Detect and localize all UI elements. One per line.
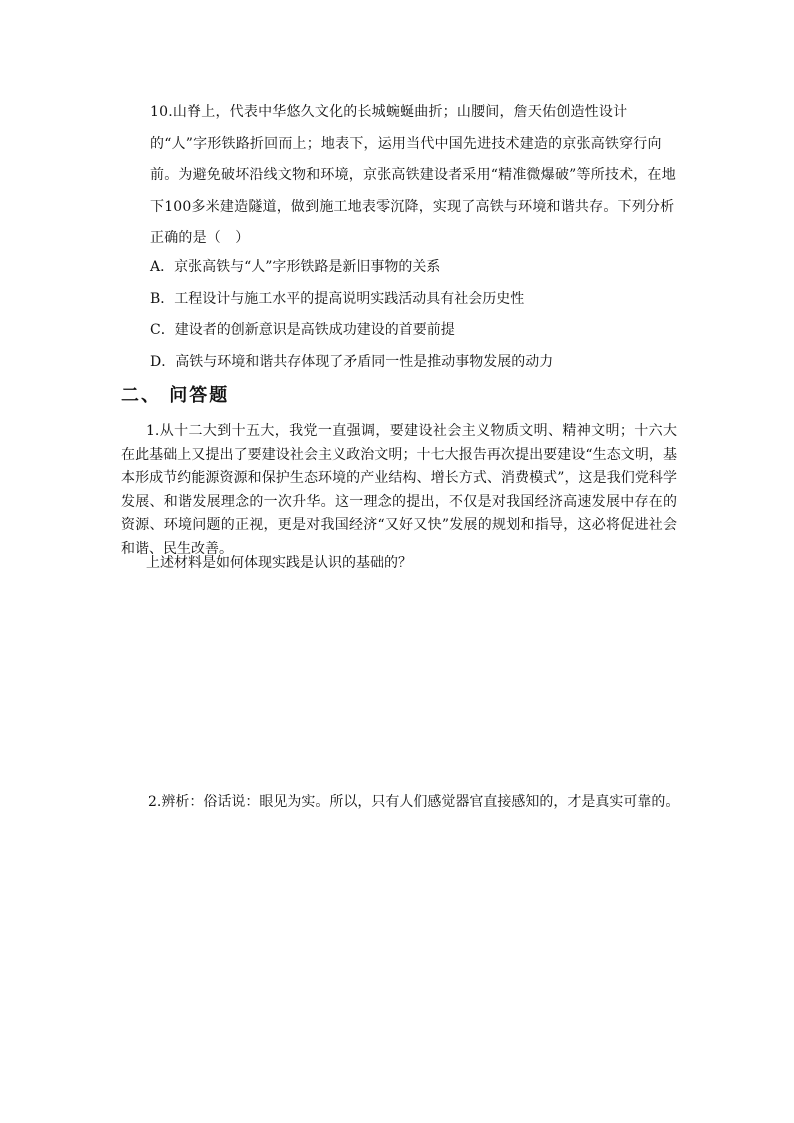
option-b: B．工程设计与施工水平的提高说明实践活动具有社会历史性	[150, 290, 525, 307]
option-a: A．京张高铁与“人”字形铁路是新旧事物的关系	[150, 259, 441, 275]
question-1-material: 1.从十二大到十五大，我党一直强调，要建设社会主义物质文明、精神文明；十六大在此基础上又提出了要建设社会主义政治文明；十七大报告再次提出要建设“生态文明，基本形成节约能源资源和保护生态环境的产业结构、增长方式、消费模式”，这是我们党科学发展、和谐发展理念的一次升华。这一理念的提出，不仅是对我国经济高速发展中存在的资源、环境问题的正视，更是对我国经济“又好又快”发展的规划和指导，这必将促进社会和谐、民生改善。	[121, 423, 677, 557]
question-2-text: 2.辨析：俗话说：眼见为实。所以，只有人们感觉器官直接感知的，才是真实可靠的。	[148, 794, 680, 810]
question-1-prompt: 上述材料是如何体现实践是认识的基础的？	[146, 555, 412, 571]
option-d: D．高铁与环境和谐共存体现了矛盾同一性是推动事物发展的动力	[150, 353, 554, 370]
option-c: C．建设者的创新意识是高铁成功建设的首要前提	[150, 322, 455, 338]
question-10-stem: 10.山脊上，代表中华悠久文化的长城蜿蜒曲折；山腰间，詹天佑创造性设计的“人”字形铁路折回而上；地表下，运用当代中国先进技术建造的京张高铁穿行向前。为避免破坏沿线文物和环境，京张高铁建设者采用“精准微爆破”等所技术，在地下100多米建造隧道，做到施工地表零沉降，实现了高铁与环境和谐共存。下列分析正确的是（ ）	[150, 104, 676, 246]
section-heading: 二、 问答题	[121, 385, 230, 406]
question-10-options	[150, 252, 680, 378]
